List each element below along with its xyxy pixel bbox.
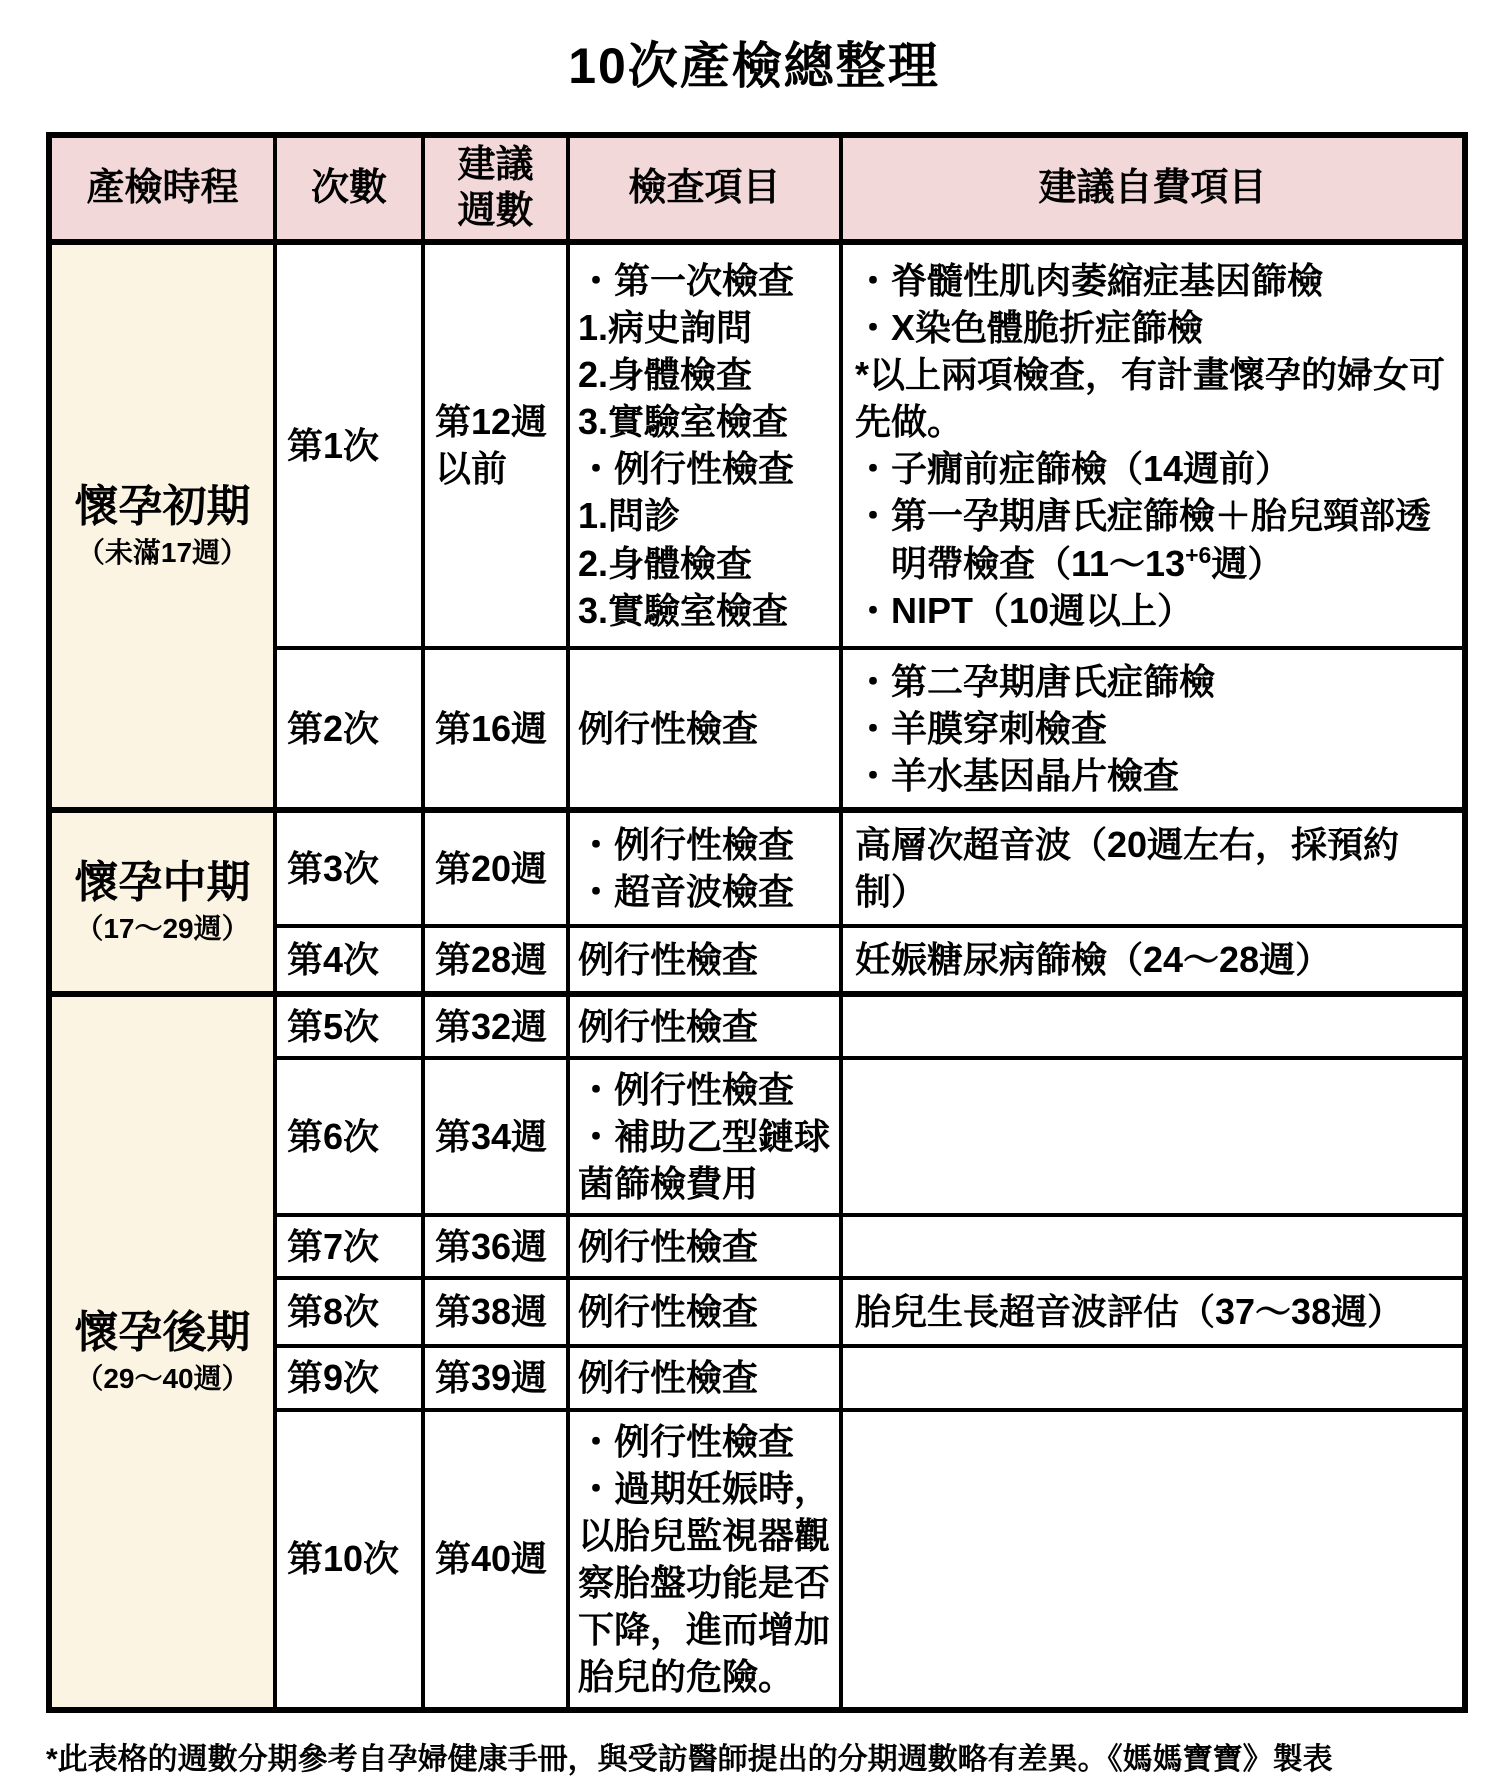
table-row (49, 994, 1465, 1058)
text-line: 妊娠糖尿病篩檢（24～28週） (855, 938, 1332, 980)
text-line: ・補助乙型鏈球菌篩檢費用 (578, 1115, 831, 1205)
text-line: 例行性檢查 (578, 1005, 759, 1047)
stage-name: 懷孕中期 (74, 857, 251, 907)
exam-items-cell (568, 1278, 841, 1345)
header-cell-self-paid: 建議自費項目 (841, 135, 1465, 242)
week-cell: 第12週以前 (423, 242, 568, 648)
stage-cell (49, 994, 275, 1710)
header-cell-week: 建議週數 (423, 135, 568, 242)
self-paid-items-cell (841, 242, 1465, 648)
text-line: ・第一孕期唐氏症篩檢＋胎兒頸部透明帶檢查（$11\sim 13^{+6}$週） (855, 495, 1432, 584)
visit-cell: 第4次 (275, 926, 423, 994)
page-title: 10次產檢總整理 (568, 38, 940, 94)
text-line: 2.身體檢查 (578, 542, 753, 584)
visit-cell: 第9次 (275, 1346, 423, 1410)
stage-name: 懷孕初期 (74, 481, 251, 531)
stage-note: （17～29週） (75, 913, 250, 945)
week-cell: 第34週 (423, 1058, 568, 1215)
text-line: 例行性檢查 (578, 707, 759, 749)
stage-name: 懷孕後期 (74, 1307, 251, 1357)
text-line: ・子癇前症篩檢（14週前） (855, 448, 1292, 490)
visit-cell: 第7次 (275, 1215, 423, 1278)
self-paid-items-cell (841, 1346, 1465, 1410)
week-cell: 第16週 (423, 648, 568, 810)
week-cell: 第39週 (423, 1346, 568, 1410)
exam-items-cell (568, 242, 841, 648)
exam-items-cell (568, 1346, 841, 1410)
week-cell: 第28週 (423, 926, 568, 994)
table-body (49, 242, 1465, 1710)
week-cell: 第36週 (423, 1215, 568, 1278)
text-line: ・超音波檢查 (578, 871, 795, 913)
text-line: 例行性檢查 (578, 1226, 759, 1268)
self-paid-items-cell (841, 1278, 1465, 1345)
text-line: ・第一次檢查 (578, 259, 795, 301)
text-line: 高層次超音波（20週左右，採預約制） (855, 824, 1400, 913)
text-line: ・羊水基因晶片檢查 (855, 755, 1180, 797)
visit-cell: 第6次 (275, 1058, 423, 1215)
week-cell: 第32週 (423, 994, 568, 1058)
self-paid-items-cell (841, 926, 1465, 994)
footnote: *此表格的週數分期參考自孕婦健康手冊，與受訪醫師提出的分期週數略有差異。《媽媽寶寶》製表 (46, 1742, 1333, 1776)
stage-cell (49, 242, 275, 810)
exam-items-cell (568, 1410, 841, 1710)
week-cell: 第38週 (423, 1278, 568, 1345)
stage-note: （未滿17週） (76, 537, 249, 569)
stage-note: （29～40週） (75, 1363, 250, 1395)
table-header (49, 135, 1465, 242)
text-line: 1.病史詢問 (578, 306, 753, 348)
self-paid-items-cell (841, 994, 1465, 1058)
text-line: 1.問診 (578, 495, 681, 537)
exam-items-cell (568, 810, 841, 925)
self-paid-items-cell (841, 810, 1465, 925)
self-paid-items-cell (841, 1410, 1465, 1710)
text-line: ・過期妊娠時，以胎兒監視器觀察胎盤功能是否下降，進而增加胎兒的危險。 (578, 1467, 831, 1698)
text-line: 3.實驗室檢查 (578, 401, 789, 443)
visit-cell: 第3次 (275, 810, 423, 925)
exam-items-cell (568, 1058, 841, 1215)
table-row (49, 242, 1465, 648)
week-cell: 第40週 (423, 1410, 568, 1710)
self-paid-items-cell (841, 1058, 1465, 1215)
table-row (49, 810, 1465, 925)
prenatal-table (46, 132, 1468, 1713)
stage-cell (49, 810, 275, 993)
visit-cell: 第10次 (275, 1410, 423, 1710)
text-line: ・例行性檢查 (578, 1420, 795, 1462)
text-line: ・脊髓性肌肉萎縮症基因篩檢 (855, 259, 1324, 301)
text-line: ・例行性檢查 (578, 824, 795, 866)
text-line: ・例行性檢查 (578, 448, 795, 490)
exam-items-cell (568, 1215, 841, 1278)
header-cell-exam: 檢查項目 (568, 135, 841, 242)
header-row (49, 135, 1465, 242)
week-cell: 第20週 (423, 810, 568, 925)
visit-cell: 第8次 (275, 1278, 423, 1345)
self-paid-items-cell (841, 648, 1465, 810)
exam-items-cell (568, 994, 841, 1058)
text-line: 例行性檢查 (578, 1291, 759, 1333)
visit-cell: 第1次 (275, 242, 423, 648)
visit-cell: 第5次 (275, 994, 423, 1058)
header-cell-schedule: 產檢時程 (49, 135, 275, 242)
text-line: 例行性檢查 (578, 1357, 759, 1399)
header-cell-visit: 次數 (275, 135, 423, 242)
text-line: *以上兩項檢查，有計畫懷孕的婦女可先做。 (855, 353, 1446, 443)
exam-items-cell (568, 648, 841, 810)
text-line: ・NIPT（10週以上） (855, 589, 1194, 631)
text-line: ・X染色體脆折症篩檢 (855, 306, 1204, 348)
text-line: 2.身體檢查 (578, 353, 753, 395)
text-line: 胎兒生長超音波評估（37～38週） (855, 1291, 1404, 1333)
text-line: ・例行性檢查 (578, 1068, 795, 1110)
exam-items-cell (568, 926, 841, 994)
text-line: 例行性檢查 (578, 938, 759, 980)
visit-cell: 第2次 (275, 648, 423, 810)
text-line: 3.實驗室檢查 (578, 589, 789, 631)
text-line: ・第二孕期唐氏症篩檢 (855, 660, 1216, 702)
self-paid-items-cell (841, 1215, 1465, 1278)
text-line: ・羊膜穿刺檢查 (855, 707, 1108, 749)
